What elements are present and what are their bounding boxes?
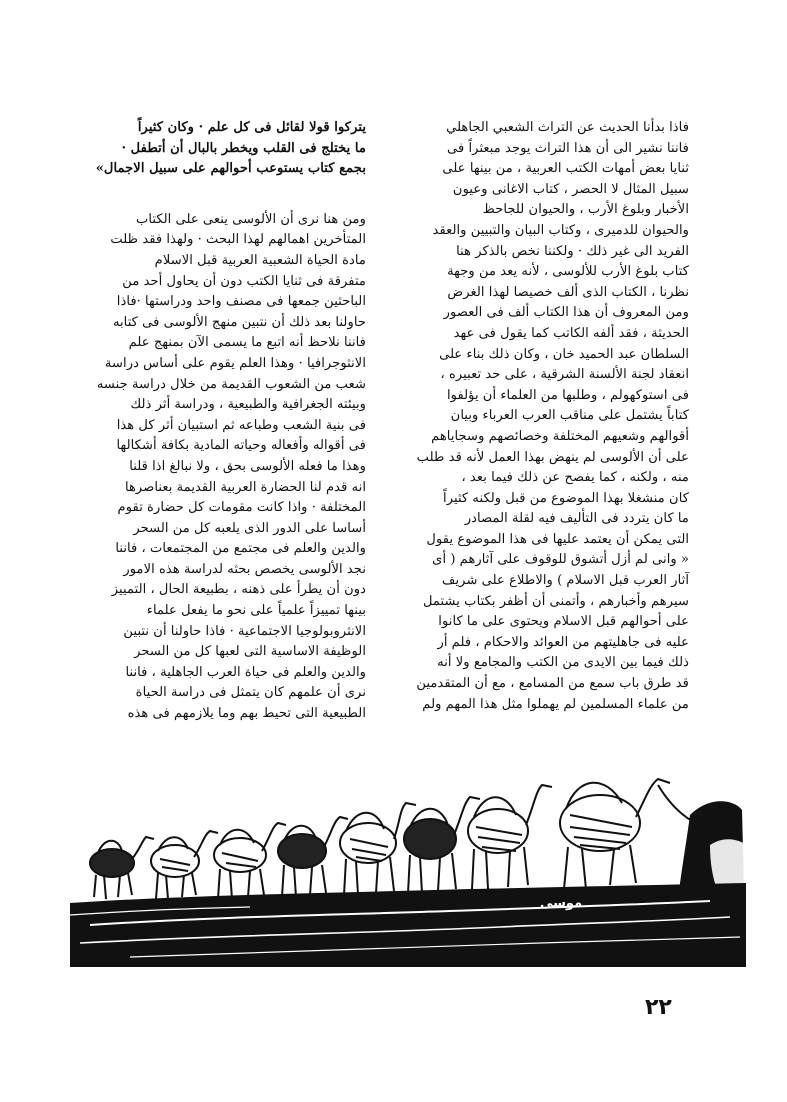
text-line: ومن المعروف أن هذا الكتاب ألف فى العصور <box>443 305 689 321</box>
text-line: فاذا بدأنا الحديث عن التراث الشعبي الجاهلي <box>446 120 689 135</box>
text-line: ومن هنا نرى أن الألوسى ينعى على الكتاب <box>135 211 366 227</box>
text-line: على أن الألوسى لم ينهض بهذا العمل لأنه قد طلب <box>416 449 689 465</box>
text-line: فاننا نلاحظ أنه اتبع ما يسمى الآن بمنهج علم <box>128 335 366 351</box>
text-line: كتاباً يشتمل على مناقب العرب العرباء وبيان <box>450 408 689 424</box>
text-column-left <box>73 118 366 725</box>
text-line: أقوالهم وشعيهم المختلفة وخصائصهم وسجاياهم <box>431 428 689 444</box>
camel-7 <box>468 785 552 889</box>
text-line: ذلك فيما بين الايدى من الكتب والمجامع ولا أنه <box>437 655 689 671</box>
text-line: الفريد الى غير ذلك · ولكننا نخص بالذكر هنا <box>456 243 689 259</box>
text-line: انعقاد لجنة الألسنة الشرقية ، على حد تعبيره ، <box>440 367 689 383</box>
text-line: فى أقواله وأفعاله وحياته المادية بكافة أشكالها <box>116 438 366 454</box>
camel-4 <box>278 817 348 897</box>
text-line: الانثوجرافيا · وهذا العلم يقوم على أساس دراسة <box>104 355 366 371</box>
text-line: كان منشغلا بهذا الموضوع من قبل ولكنه كثيراً <box>443 490 689 506</box>
camel-1 <box>90 837 154 899</box>
text-line: الوظيفة الاساسية التى لعبها كل من السحر <box>134 644 366 660</box>
text-line: الباحثين جمعها فى مصنف واحد ودراستها ·فاذا <box>116 294 366 310</box>
text-line: متفرقة فى ثنايا الكتب دون أن يحاول أحد من <box>122 273 366 289</box>
text-line: الحديثة ، فقد ألفه الكاتب كما يقول فى عهد <box>453 325 689 341</box>
paragraph-continuation <box>73 118 366 180</box>
text-line: مادة الحياة الشعبية العربية قبل الاسلام <box>154 252 366 268</box>
text-line: التى يمكن أن يعتمد عليها فى هذا الموضوع يقول <box>426 531 689 547</box>
text-line: انه قدم لنا الحضارة العربية القديمة بعناصرها <box>124 479 366 495</box>
camel-caravan-illustration <box>70 775 750 967</box>
text-line: سبيل المثال لا الحصر ، كتاب الاغانى وعيون <box>452 181 689 197</box>
text-line: قد طرق باب سمع من المسامع ، مع أن المتقدمين <box>416 676 689 692</box>
paragraph-gap <box>73 180 366 210</box>
camel-5 <box>340 803 416 895</box>
text-line: دون أن يطرأ على ذهنه ، بطبيعة الحال ، التمييز <box>111 582 366 598</box>
text-line: « وانى لم أزل أتشوق للوقوف على آثارهم ( أى <box>432 552 689 568</box>
text-line: كتاب بلوغ الأرب للألوسى ، لأنه يعد من وجهة <box>447 264 689 280</box>
camel-6 <box>404 797 480 893</box>
text-line: يتركوا قولا لقائل فى كل علم · وكان كثيراً <box>137 120 366 135</box>
paragraph-alusi-method <box>73 210 366 725</box>
text-line: نظرنا ، الكتاب الذى ألف خصيصا لهذا الغرض <box>447 284 689 300</box>
text-line: وبيئته الجغرافية والطبيعية ، ودراسة أثر ذلك <box>130 397 366 413</box>
text-column-right <box>403 118 689 715</box>
text-line: والحيوان للدميرى ، وكتاب البيان والتبيين والعقد <box>432 222 689 238</box>
text-line: والدين والعلم فى مجتمع من المجتمعات ، فاننا <box>115 541 366 557</box>
text-line: فاننا نشير الى أن هذا التراث يوجد مبعثراً فى <box>447 140 689 156</box>
text-line: نجد الألوسى يخصص بحثه لدراسة هذه الامور <box>123 561 366 577</box>
text-line: ما يختلج فى القلب ويخطر بالبال أن أتطفل · <box>121 140 366 156</box>
text-line: فى استوكهولم ، وطلبها من العلماء أن يؤلفوا <box>446 387 689 403</box>
text-line: بجمع كتاب يستوعب أحوالهم على سبيل الاجمال» <box>95 161 366 177</box>
text-line: فى بنية الشعب وطباعه ثم استبيان أثر كل هذا <box>116 417 366 433</box>
text-line: والدين والعلم فى حياة العرب الجاهلية ، فاننا <box>125 664 366 680</box>
text-line: شعب من الشعوب القديمة من خلال دراسة جنسه <box>96 376 366 392</box>
camel-3 <box>214 823 286 899</box>
text-line: نرى أن علمهم كان يتمثل فى دراسة الحياة <box>135 685 366 701</box>
text-line: حاولنا بعد ذلك أن نتبين منهج الألوسى فى كتابه <box>112 314 366 330</box>
text-line: المختلفة · واذا كانت مقومات كل حضارة تقوم <box>117 500 366 516</box>
text-line: الانثروبولوجيا الاجتماعية · فاذا حاولنا أن نتبين <box>123 623 366 639</box>
text-line: عليه فى جاهليتهم من العوائد والاحكام ، فلم أر <box>437 634 689 650</box>
text-line: آثار العرب قبل الاسلام ) والاطلاع على شريف <box>441 573 689 589</box>
text-line: بينها تمييزاً علمياً على نحو ما يفعل علماء <box>146 603 366 619</box>
text-line: أساسا على الدور الذى يلعبه كل من السحر <box>133 520 366 536</box>
text-line: من علماء المسلمين لم يهملوا مثل هذا المهم ولم <box>422 696 689 712</box>
page-number: ٢٢ <box>645 995 672 1020</box>
text-line: على أحوالهم قبل الاسلام ويحتوى على ما كانوا <box>438 614 689 630</box>
artist-signature: موسى <box>540 896 583 911</box>
text-line: السلطان عبد الحميد خان ، وكان ذلك بناء على <box>439 346 689 362</box>
text-line: ما كان يتردد فى التأليف فيه لقلة المصادر <box>464 511 689 527</box>
camel-8 <box>560 779 692 889</box>
text-line: وهذا ما فعله الألوسى بحق ، ولا نبالغ اذا قلنا <box>129 458 366 474</box>
text-line: منه ، ولكنه ، كما يفصح عن ذلك فيما بعد ، <box>461 470 689 486</box>
text-line: سيرهم وأخبارهم ، وأتمنى أن أظفر بكتاب يشتمل <box>422 593 689 609</box>
text-line: المتأخرين اهمالهم لهذا البحث · ولهذا فقد ظلت <box>110 232 366 248</box>
text-line: الأخبار وبلوغ الأرب ، والحيوان للجاحظ <box>482 202 689 218</box>
text-line: ثنايا بعض أمهات الكتب العربية ، من بينها على <box>442 161 689 177</box>
camel-2 <box>151 831 218 899</box>
text-line: الطبيعية التى تحيط بهم وما يلازمهم فى هذه <box>127 706 366 722</box>
